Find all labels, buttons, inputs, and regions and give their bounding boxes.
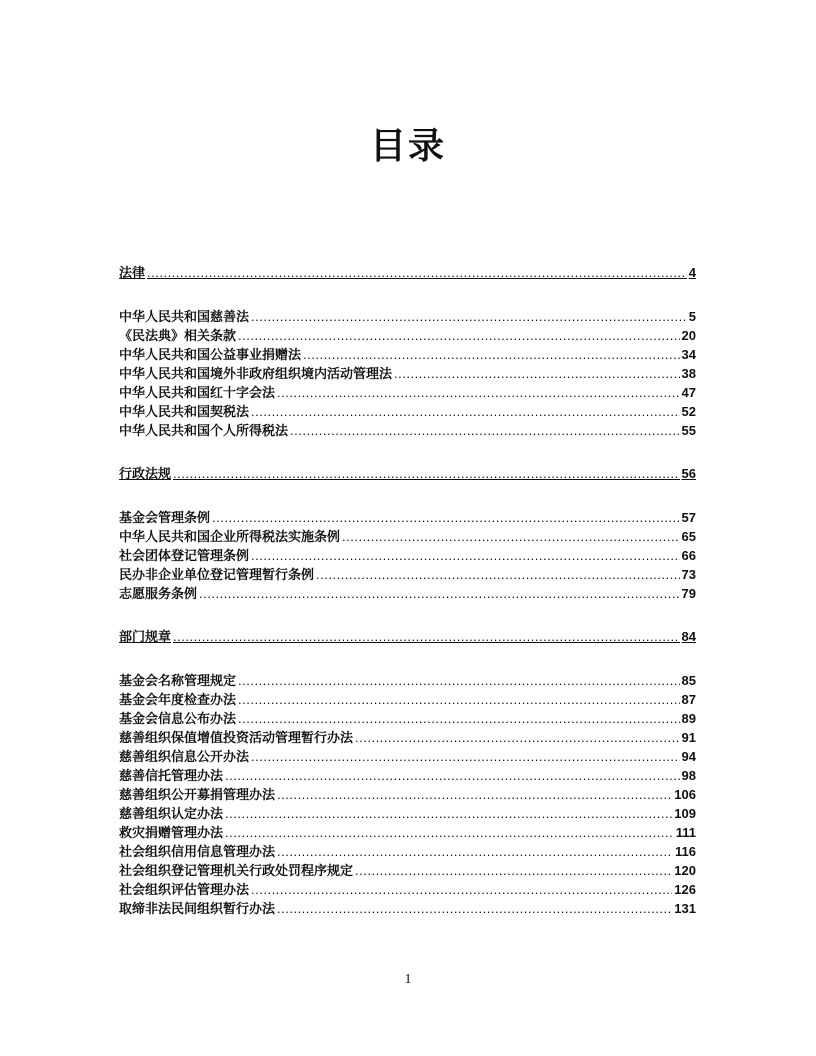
toc-dot-leader [316,565,680,584]
toc-dot-leader [173,464,680,484]
toc-entry[interactable] [119,383,696,402]
toc-entry[interactable] [119,842,696,861]
toc-dot-leader [173,627,680,647]
toc-entry-label: 中华人民共和国境外非政府组织境内活动管理法 [119,366,393,381]
toc-entry[interactable] [119,421,696,440]
toc-entry-label: 中华人民共和国慈善法 [119,309,250,324]
toc-entry[interactable] [119,671,696,690]
toc-entry-page: 126 [674,882,696,897]
toc-entry-page: 5 [688,309,696,324]
toc-entry[interactable] [119,861,696,880]
toc-entry[interactable] [119,709,696,728]
toc-entry-page: 91 [681,730,696,745]
toc-entry-page: 131 [674,901,696,916]
toc-dot-leader [238,709,680,728]
toc-entry-label: 社会组织登记管理机关行政处罚程序规定 [119,863,354,878]
toc-entry[interactable] [119,345,696,364]
toc-entry-label: 慈善组织保值增值投资活动管理暂行办法 [119,730,354,745]
page-title: 目录 [369,125,446,167]
toc-entry[interactable] [119,728,696,747]
toc-section-page: 84 [681,629,696,644]
toc-entry-page: 65 [681,529,696,544]
toc-entry-page: 109 [674,806,696,821]
toc-entry-page: 38 [681,366,696,381]
toc-dot-leader [251,747,680,766]
toc-entry-page: 87 [681,692,696,707]
toc-entry[interactable] [119,364,696,383]
toc-section-label: 法律 [119,265,146,280]
toc-dot-leader [303,345,680,364]
toc-dot-leader [238,690,680,709]
toc-dot-leader [212,508,680,527]
table-of-contents [119,263,696,918]
toc-entry-label: 基金会年度检查办法 [119,692,237,707]
toc-dot-leader [277,842,673,861]
toc-entry-page: 73 [681,567,696,582]
toc-section-heading[interactable] [119,263,696,283]
toc-entry-label: 民办非企业单位登记管理暂行条例 [119,567,315,582]
toc-entry-label: 慈善组织认定办法 [119,806,224,821]
toc-dot-leader [225,804,672,823]
toc-section-page: 56 [681,466,696,481]
toc-entry-label: 中华人民共和国红十字会法 [119,385,276,400]
toc-entry-label: 社会团体登记管理条例 [119,548,250,563]
toc-entry[interactable] [119,565,696,584]
toc-entry-label: 社会组织信用信息管理办法 [119,844,276,859]
toc-dot-leader [355,728,680,747]
toc-entry[interactable] [119,546,696,565]
toc-dot-leader [251,880,672,899]
toc-entry-page: 52 [681,404,696,419]
toc-entry-label: 基金会名称管理规定 [119,673,237,688]
toc-entry-page: 120 [674,863,696,878]
toc-dot-leader [147,263,687,283]
toc-entry-page: 98 [681,768,696,783]
toc-entry-page: 85 [681,673,696,688]
toc-entry-page: 89 [681,711,696,726]
toc-dot-leader [225,766,680,785]
toc-entry-label: 慈善组织公开募捐管理办法 [119,787,276,802]
toc-section-label: 部门规章 [119,629,172,644]
toc-entry[interactable] [119,326,696,345]
toc-dot-leader [251,402,680,421]
toc-entry-label: 基金会信息公布办法 [119,711,237,726]
toc-dot-leader [355,861,672,880]
toc-entry-page: 57 [681,510,696,525]
toc-dot-leader [277,383,680,402]
toc-entry-label: 基金会管理条例 [119,510,211,525]
page-number: 1 [404,972,412,987]
toc-entry-page: 34 [681,347,696,362]
toc-entry-label: 中华人民共和国契税法 [119,404,250,419]
toc-entry-label: 《民法典》相关条款 [119,328,237,343]
toc-entry-page: 111 [675,825,696,840]
toc-entry-label: 中华人民共和国企业所得税法实施条例 [119,529,341,544]
toc-entry-page: 20 [681,328,696,343]
toc-dot-leader [225,823,674,842]
toc-entry-page: 116 [675,844,696,859]
toc-entry-label: 中华人民共和国公益事业捐赠法 [119,347,302,362]
toc-entry[interactable] [119,766,696,785]
toc-entry-page: 55 [681,423,696,438]
toc-entry-label: 救灾捐赠管理办法 [119,825,224,840]
toc-dot-leader [199,584,680,603]
toc-entry[interactable] [119,584,696,603]
toc-dot-leader [251,307,687,326]
toc-entry-label: 志愿服务条例 [119,586,198,601]
toc-entry[interactable] [119,402,696,421]
toc-entry-page: 94 [681,749,696,764]
toc-section-label: 行政法规 [119,466,172,481]
toc-entry[interactable] [119,307,696,326]
toc-entry[interactable] [119,690,696,709]
toc-entry-label: 取缔非法民间组织暂行办法 [119,901,276,916]
toc-entry[interactable] [119,747,696,766]
toc-entry-label: 慈善组织信息公开办法 [119,749,250,764]
toc-dot-leader [394,364,680,383]
toc-dot-leader [238,326,680,345]
toc-entry-label: 慈善信托管理办法 [119,768,224,783]
toc-entry[interactable] [119,527,696,546]
toc-entry-label: 社会组织评估管理办法 [119,882,250,897]
toc-section-heading[interactable] [119,627,696,647]
toc-entry[interactable] [119,823,696,842]
toc-entry[interactable] [119,899,696,918]
toc-entry[interactable] [119,508,696,527]
toc-dot-leader [238,671,680,690]
toc-entry-page: 79 [681,586,696,601]
toc-entry-page: 106 [674,787,696,802]
toc-entry[interactable] [119,804,696,823]
toc-entry[interactable] [119,880,696,899]
toc-dot-leader [342,527,680,546]
toc-dot-leader [277,785,672,804]
toc-section-heading[interactable] [119,464,696,484]
toc-entry-page: 47 [681,385,696,400]
toc-section-page: 4 [688,265,696,280]
toc-dot-leader [290,421,680,440]
toc-dot-leader [251,546,680,565]
toc-dot-leader [277,899,672,918]
toc-entry-label: 中华人民共和国个人所得税法 [119,423,289,438]
toc-entry[interactable] [119,785,696,804]
toc-entry-page: 66 [681,548,696,563]
